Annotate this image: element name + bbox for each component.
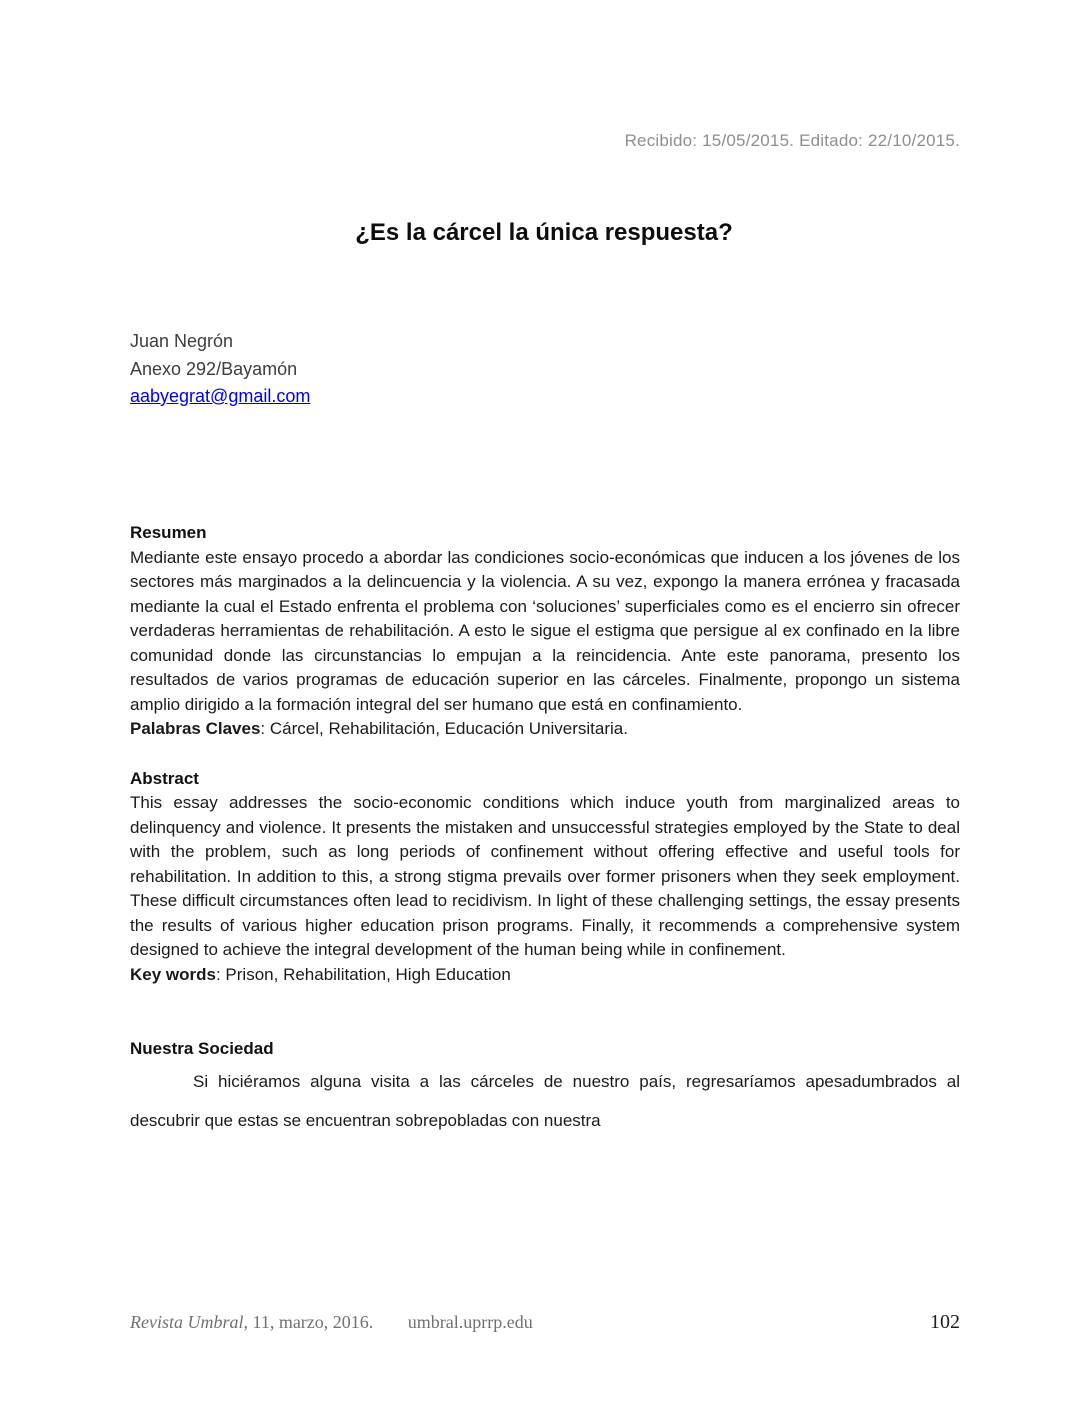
resumen-keywords-line (130, 717, 960, 742)
article-body (130, 521, 960, 1140)
resumen-keywords-label: Palabras Claves (130, 719, 261, 738)
resumen-keywords-value: : Cárcel, Rehabilitación, Educación Universitaria. (260, 719, 628, 738)
received-edited-line: Recibido: 15/05/2015. Editado: 22/10/2015. (624, 131, 960, 150)
page-number: 102 (930, 1311, 960, 1333)
footer-url: umbral.uprrp.edu (407, 1312, 533, 1332)
author-email-link[interactable]: aabyegrat@gmail.com (130, 386, 311, 406)
abstract-keywords-line (130, 963, 960, 988)
article-title: ¿Es la cárcel la única respuesta? (355, 219, 733, 246)
abstract-heading: Abstract (130, 768, 199, 788)
author-affiliation: Anexo 292/Bayamón (130, 358, 298, 379)
section-heading-nuestra-sociedad: Nuestra Sociedad (130, 1039, 274, 1058)
footer-issue-info: , 11, marzo, 2016. (243, 1312, 374, 1332)
author-name: Juan Negrón (130, 331, 234, 351)
author-block (130, 328, 310, 411)
page-footer (130, 1311, 960, 1334)
abstract-keywords-label: Key words (130, 964, 216, 984)
abstract-body: This essay addresses the socio-economic conditions which induce youth from marginalized areas to delinquency and violence. It presents the mistaken and unsuccessful strategies employed by the State to deal with the problem, such as long periods of confinement without offering effective and useful tools for rehabilitation. In addition to this, a strong stigma prevails over former prisoners when they seek employment. These difficult circumstances often lead to recidivism. In light of these challenging settings, the essay presents the results of various higher education prison programs. Finally, it recommends a comprehensive system designed to achieve the integral development of the human being while in confinement. (130, 793, 960, 959)
resumen-body: Mediante este ensayo procedo a abordar las condiciones socio-económicas que inducen a los jóvenes de los sectores más marginados a la delincuencia y la violencia. A su vez, expongo la manera errónea y fracasada mediante la cual el Estado enfrenta el problema con ‘soluciones’ superficiales como es el encierro sin ofrecer verdaderas herramientas de rehabilitación. A esto le sigue el estigma que persigue al ex confinado en la libre comunidad donde las circunstancias lo empujan a la reincidencia. Ante este panorama, presento los resultados de varios programas de educación superior en las cárceles. Finalmente, propongo un sistema amplio dirigido a la formación integral del ser humano que está en confinamiento. (130, 547, 960, 714)
footer-left (130, 1312, 533, 1333)
resumen-heading: Resumen (130, 523, 207, 542)
footer-journal-name: Revista Umbral (130, 1312, 244, 1332)
abstract-keywords-value: : Prison, Rehabilitation, High Education (215, 964, 511, 984)
section-first-paragraph: Si hiciéramos alguna visita a las cárceles de nuestro país, regresaríamos apesadumbrados al descubrir que estas se encuentran sobrepobladas con nuestra (130, 1071, 960, 1130)
